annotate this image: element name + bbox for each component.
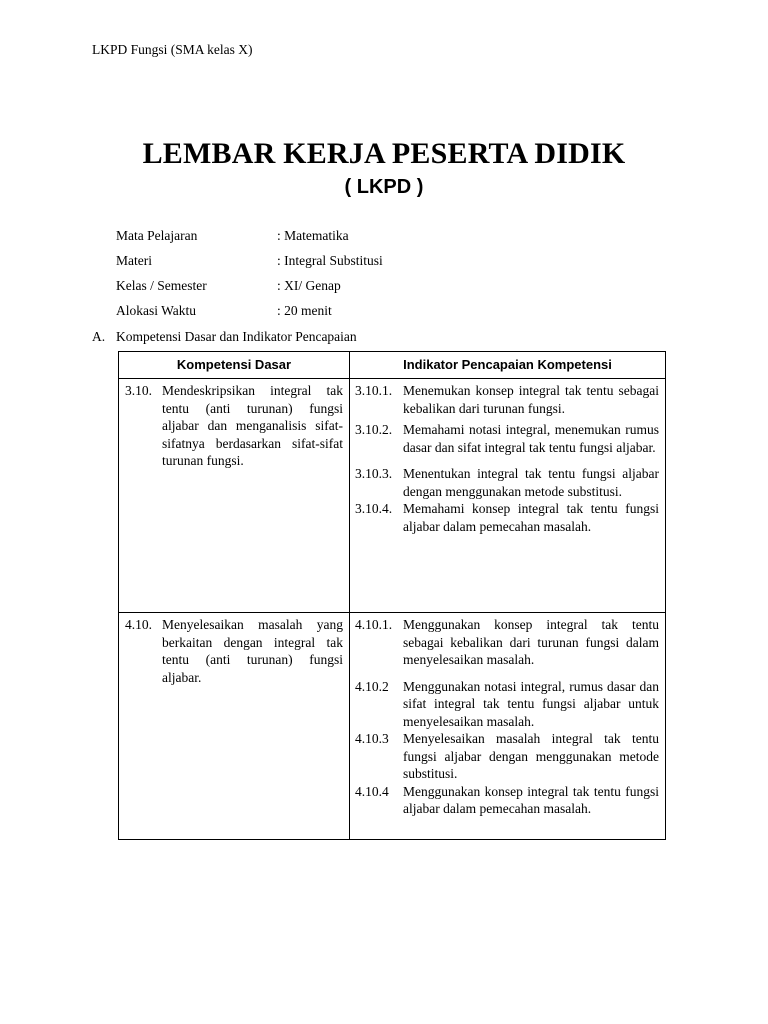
indicator-text: Menggunakan notasi integral, rumus dasar dan sifat integral tak tentu fungsi aljabar untuk menyelesaikan masalah. (403, 678, 659, 729)
kd-cell (119, 613, 350, 840)
info-label: Kelas / Semester (116, 278, 207, 293)
page-title: LEMBAR KERJA PESERTA DIDIK (142, 137, 626, 170)
competency-table (118, 351, 666, 840)
indicator-text: Menentukan integral tak tentu fungsi aljabar dengan menggunakan metode substitusi. (403, 466, 659, 499)
running-header: LKPD Fungsi (SMA kelas X) (92, 42, 253, 57)
column-header-indicator: Indikator Pencapaian Kompetensi (350, 352, 666, 379)
indicator-cell (350, 379, 666, 613)
info-value: : Matematika (277, 228, 349, 243)
info-value: : Integral Substitusi (277, 253, 383, 268)
info-row-class (116, 278, 383, 303)
indicator-text: Menggunakan konsep integral tak tentu sebagai kebalikan dari turunan fungsi dalam menyelesaikan masalah. (403, 617, 659, 667)
indicator-item (355, 382, 659, 417)
section-heading (92, 329, 357, 345)
indicator-text: Memahami notasi integral, menemukan rumus dasar dan sifat integral tak tentu fungsi aljabar. (403, 422, 659, 455)
info-value: : XI/ Genap (277, 278, 341, 293)
kd-text: Menyelesaikan masalah yang berkaitan dengan integral tak tentu (anti turunan) fungsi aljabar. (162, 617, 343, 685)
indicator-item (355, 783, 659, 818)
info-label: Materi (116, 253, 152, 268)
section-title: Kompetensi Dasar dan Indikator Pencapaian (116, 329, 357, 344)
indicator-item (355, 730, 659, 783)
kd-code: 3.10. (125, 383, 152, 398)
indicator-cell (350, 613, 666, 840)
table-header-row (119, 352, 666, 379)
indicator-text: Memahami konsep integral tak tentu fungsi aljabar dalam pemecahan masalah. (403, 501, 659, 534)
section-letter: A. (92, 329, 106, 344)
page-subtitle: ( LKPD ) (344, 176, 424, 198)
indicator-code: 4.10.2 (355, 678, 389, 694)
indicator-code: 3.10.1. (355, 383, 393, 398)
kd-item (125, 616, 343, 686)
kd-text: Mendeskripsikan integral tak tentu (anti turunan) fungsi aljabar dan menganalisis sifat-sifatnya berdasarkan sifat-sifat turunan fungsi. (162, 383, 343, 468)
indicator-code: 3.10.3. (355, 466, 393, 481)
kd-item (125, 382, 343, 470)
info-row-subject (116, 228, 383, 253)
table-row (119, 613, 666, 840)
indicator-code: 4.10.4 (355, 783, 389, 799)
kd-cell (119, 379, 350, 613)
indicator-item (355, 500, 659, 535)
table-row (119, 379, 666, 613)
kd-code: 4.10. (125, 617, 152, 632)
info-row-time (116, 303, 383, 328)
info-label: Mata Pelajaran (116, 228, 198, 243)
indicator-code: 3.10.4. (355, 501, 393, 516)
indicator-item (355, 421, 659, 456)
column-header-kd: Kompetensi Dasar (119, 352, 350, 379)
indicator-item (355, 616, 659, 669)
info-block (116, 228, 383, 328)
indicator-code: 3.10.2. (355, 422, 393, 437)
indicator-text: Menyelesaikan masalah integral tak tentu fungsi aljabar dengan menggunakan metode substitusi. (403, 731, 659, 781)
indicator-item (355, 465, 659, 500)
indicator-code: 4.10.3 (355, 731, 389, 746)
indicator-item (355, 678, 659, 731)
info-row-material (116, 253, 383, 278)
indicator-code: 4.10.1. (355, 617, 393, 632)
indicator-text: Menemukan konsep integral tak tentu sebagai kebalikan dari turunan fungsi. (403, 383, 659, 416)
info-value: : 20 menit (277, 303, 332, 318)
info-label: Alokasi Waktu (116, 303, 197, 318)
indicator-text: Menggunakan konsep integral tak tentu fungsi aljabar dalam pemecahan masalah. (403, 783, 659, 816)
